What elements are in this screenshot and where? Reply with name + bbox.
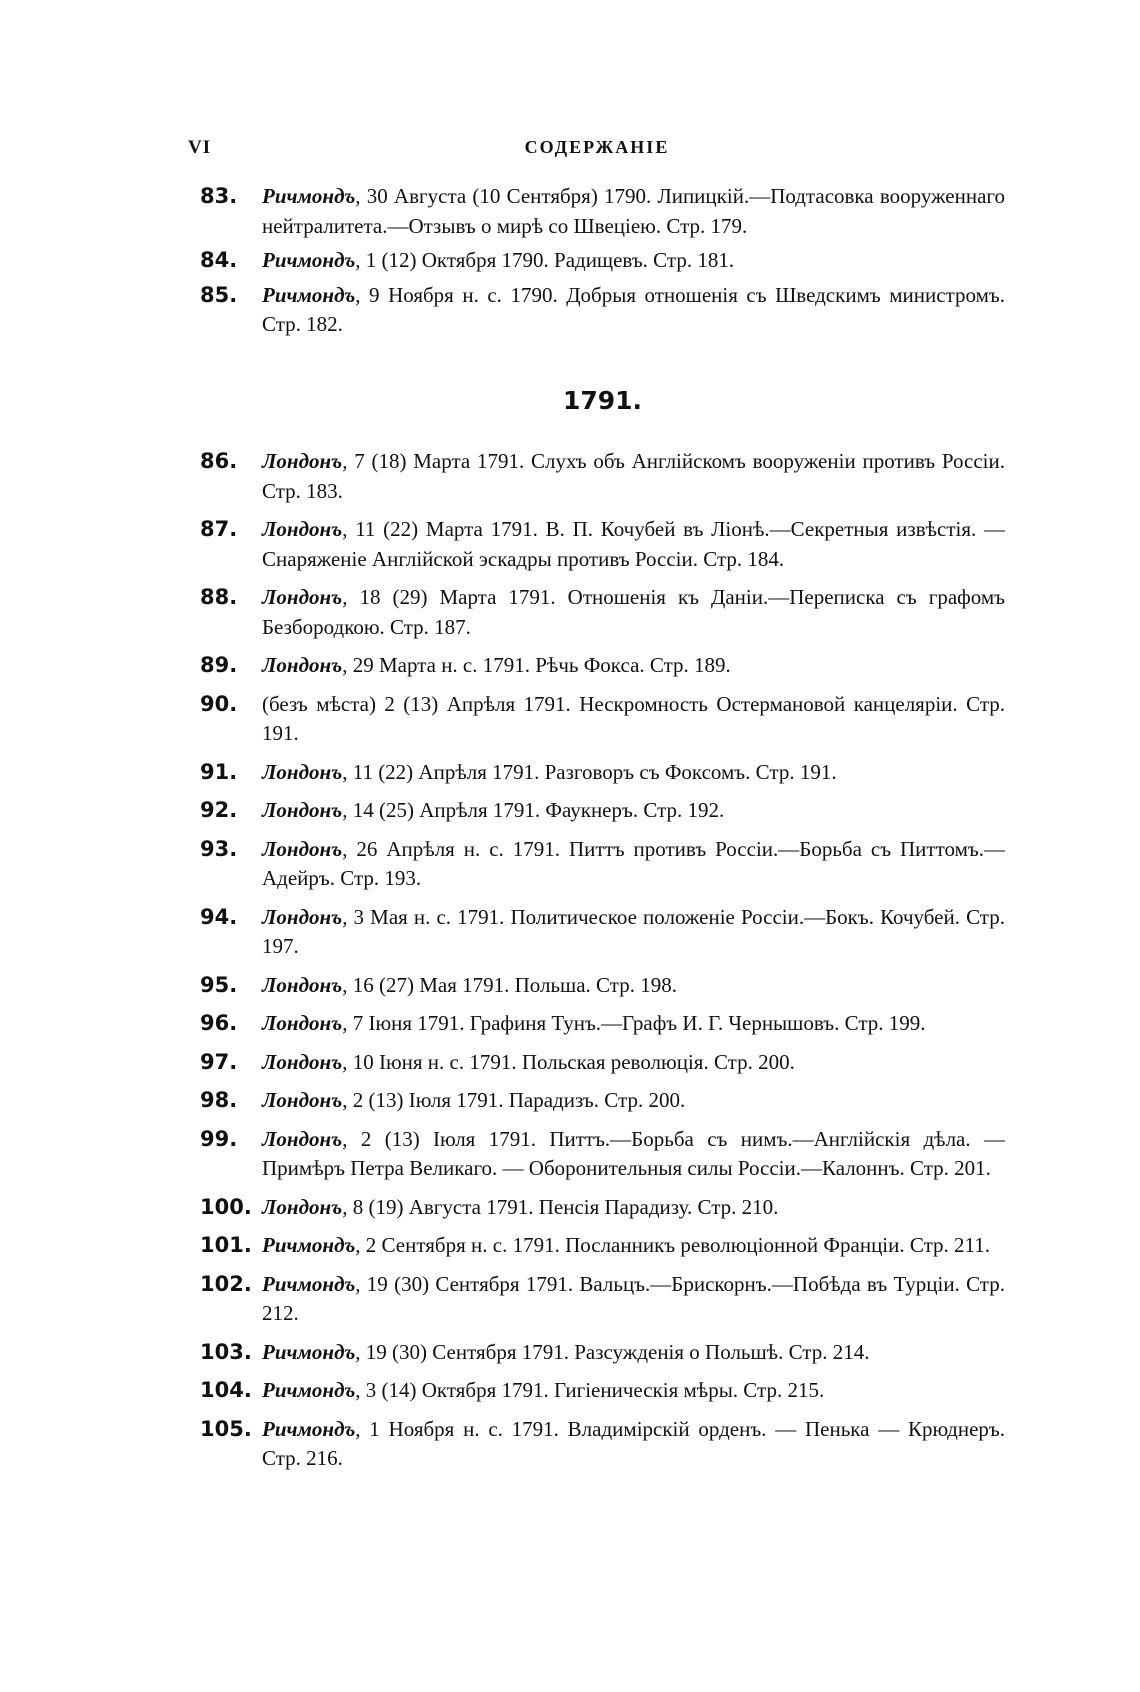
entry-place: Ричмондъ [262, 184, 356, 208]
entry-number: 91. [200, 759, 238, 784]
entry-text: , 7 (18) Марта 1791. Слухъ объ Англійскомъ вооруженіи противъ Россіи. Стр. 183. [262, 449, 1005, 503]
toc-entry [200, 690, 1005, 749]
toc-entry [200, 651, 1005, 681]
entry-text: , 10 Іюня н. с. 1791. Польская революція. Стр. 200. [342, 1049, 795, 1074]
entry-place: Ричмондъ [262, 1271, 356, 1296]
running-title: СОДЕРЖАНІЕ [524, 137, 670, 157]
entry-number: 98. [200, 1088, 238, 1112]
toc-entry [200, 1086, 1005, 1116]
entry-place: Ричмондъ [262, 1233, 356, 1257]
toc-entry [200, 1231, 1005, 1261]
year-heading: 1791. [562, 386, 643, 415]
entry-text: , 9 Ноября н. с. 1790. Добрыя отношенія съ Шведскимъ министромъ. Стр. 182. [262, 282, 1005, 336]
entries-1790 [200, 182, 1005, 340]
entry-text: , 2 (13) Іюля 1791. Питтъ.—Борьба съ нимъ.—Англійскія дѣла. — Примѣръ Петра Великаго. — Оборонительныя силы Россіи.—Калоннъ. Стр. 201. [262, 1126, 1005, 1180]
entry-text: , 3 Мая н. с. 1791. Политическое положеніе Россіи.—Бокъ. Кочубей. Стр. 197. [262, 904, 1005, 958]
toc-entry [200, 835, 1005, 894]
entry-place: Лондонъ [262, 904, 343, 929]
entry-text: , 19 (30) Сентября 1791. Разсужденія о Польшѣ. Стр. 214. [355, 1339, 870, 1364]
entry-number: 93. [200, 836, 238, 861]
toc-entry [200, 1376, 1005, 1406]
entry-place: Ричмондъ [262, 1339, 356, 1364]
toc-entry [200, 1338, 1005, 1368]
entry-place: Лондонъ [262, 1126, 343, 1151]
entry-place: Лондонъ [262, 798, 343, 822]
entry-place: Лондонъ [262, 1194, 343, 1219]
entry-place: Ричмондъ [262, 282, 356, 307]
entry-place: Лондонъ [262, 653, 343, 677]
entry-number: 96. [200, 1011, 238, 1035]
entry-number: 92. [200, 798, 238, 822]
entry-text: , 1 Ноября н. с. 1791. Владимірскій орденъ. — Пенька — Крюднеръ. Стр. 216. [262, 1416, 1005, 1470]
entry-text: , 1 (12) Октября 1790. Радищевъ. Стр. 181. [355, 248, 735, 272]
page-number: VI [188, 137, 212, 158]
entry-text: , 14 (25) Апрѣля 1791. Фаукнеръ. Стр. 192. [342, 798, 725, 822]
entry-number: 94. [200, 904, 238, 929]
toc-entry [200, 1009, 1005, 1039]
entry-place: Лондонъ [262, 1088, 343, 1112]
entry-text: , 19 (30) Сентября 1791. Вальцъ.—Брискорнъ.—Побѣда въ Турціи. Стр. 212. [262, 1271, 1005, 1325]
entry-text: , 16 (27) Мая 1791. Польша. Стр. 198. [342, 972, 677, 997]
entry-place: Ричмондъ [262, 1416, 356, 1441]
entries-1791 [200, 447, 1005, 1474]
entry-number: 88. [200, 585, 238, 609]
entry-text: , 30 Августа (10 Сентября) 1790. Липицкій.—Подтасовка вооруженнаго нейтралитета.—Отзывъ о мирѣ со Швеціею. Стр. 179. [262, 184, 1005, 238]
entry-number: 102. [200, 1271, 252, 1296]
entry-text: , 8 (19) Августа 1791. Пенсія Парадизу. Стр. 210. [342, 1194, 779, 1219]
toc-entry [200, 246, 1005, 276]
toc-entry [200, 796, 1005, 826]
toc-entry [200, 447, 1005, 506]
entry-number: 103. [200, 1339, 252, 1364]
entry-number: 97. [200, 1049, 238, 1074]
entry-number: 101. [200, 1233, 252, 1257]
entry-place: Лондонъ [262, 1049, 343, 1074]
entry-number: 87. [200, 517, 238, 541]
entry-text: , 29 Марта н. с. 1791. Рѣчь Фокса. Стр. 189. [342, 653, 731, 677]
entry-text: , 11 (22) Марта 1791. В. П. Кочубей въ Ліонѣ.—Секретныя извѣстія. — Снаряженіе Англійской эскадры противъ Россіи. Стр. 184. [262, 517, 1005, 571]
page-header [188, 137, 1006, 167]
entry-number: 95. [200, 972, 238, 997]
toc-entry [200, 1193, 1005, 1223]
toc-entry [200, 1048, 1005, 1078]
entry-text: , 2 Сентября н. с. 1791. Посланникъ революціонной Франціи. Стр. 211. [355, 1233, 991, 1257]
entry-text: , 18 (29) Марта 1791. Отношенія къ Даніи.—Переписка съ графомъ Безбородкою. Стр. 187. [262, 585, 1005, 639]
entry-number: 83. [200, 184, 238, 208]
entry-text: , 26 Апрѣля н. с. 1791. Питтъ противъ Россіи.—Борьба съ Питтомъ.—Адейръ. Стр. 193. [262, 836, 1005, 890]
entry-number: 105. [200, 1416, 252, 1441]
entry-place: Ричмондъ [262, 1378, 356, 1402]
toc-entry [200, 1415, 1005, 1474]
entry-place: Лондонъ [262, 585, 343, 609]
entry-place: Лондонъ [262, 517, 343, 541]
entry-place: Лондонъ [262, 759, 343, 784]
toc-entry [200, 758, 1005, 788]
entry-place: Лондонъ [262, 1011, 343, 1035]
entry-number: 100. [200, 1194, 252, 1219]
toc-entry [200, 903, 1005, 962]
entry-number: 85. [200, 282, 238, 307]
toc-entry [200, 281, 1005, 340]
toc-entry [200, 1125, 1005, 1184]
entry-number: 84. [200, 248, 238, 272]
toc-entry [200, 583, 1005, 642]
entry-text: , 2 (13) Іюля 1791. Парадизъ. Стр. 200. [342, 1088, 686, 1112]
entry-place: Лондонъ [262, 972, 343, 997]
entry-text: , 3 (14) Октября 1791. Гигіеническія мѣры. Стр. 215. [355, 1378, 825, 1402]
entry-text: , 11 (22) Апрѣля 1791. Разговоръ съ Фоксомъ. Стр. 191. [342, 759, 837, 784]
entry-number: 89. [200, 653, 238, 677]
entry-number: 86. [200, 449, 238, 473]
entry-place: Лондонъ [262, 449, 343, 473]
entry-text: (безъ мѣста) 2 (13) Апрѣля 1791. Нескромность Остермановой канцеляріи. Стр. 191. [262, 691, 1005, 745]
toc-entry [200, 182, 1005, 241]
entry-place: Ричмондъ [262, 248, 356, 272]
toc-entry [200, 515, 1005, 574]
toc-entry [200, 1270, 1005, 1329]
entry-place: Лондонъ [262, 836, 343, 861]
entry-number: 90. [200, 691, 238, 716]
toc-entry [200, 971, 1005, 1001]
entry-number: 99. [200, 1126, 238, 1151]
entry-text: , 7 Іюня 1791. Графиня Тунъ.—Графъ И. Г. Чернышовъ. Стр. 199. [342, 1011, 926, 1035]
entry-number: 104. [200, 1378, 252, 1402]
